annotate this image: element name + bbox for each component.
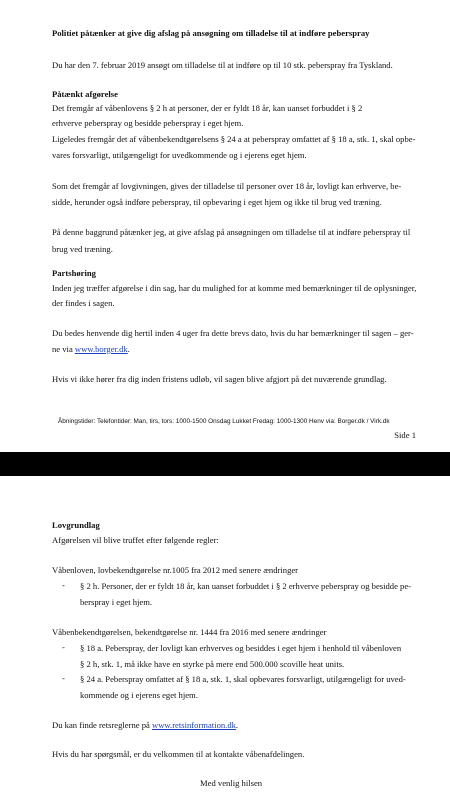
contact-paragraph: Hvis du har spørgsmål, er du velkommen til at kontakte våbenafdelingen. [52, 749, 305, 759]
rules-suffix: . [235, 720, 239, 730]
legislation-line-1: Som det fremgår af lovgivningen, gives der tilladelse til personer over 18 år, lovligt kan erhverve, be- [52, 181, 402, 191]
decision-line-4: vares forsvarligt, utilgængeligt for uvedkommende og i ejerens eget hjem. [52, 150, 307, 160]
closing-greeting: Med venlig hilsen [200, 778, 263, 788]
decision-line-3: Ligeledes fremgår det af våbenbekendtgørelsens § 24 a at peberspray omfattet af § 18 a, stk. 1, skal opbe- [52, 134, 416, 144]
law2-bullet2-line2: kommende og i ejerens eget hjem. [80, 690, 198, 700]
law2-bullet1-line2: § 2 h, stk. 1, må ikke have en styrke på mere end 500.000 scoville heat units. [80, 659, 345, 669]
bullet-marker: - [62, 673, 65, 683]
deadline-line-2 [52, 342, 418, 358]
page-number: Side 1 [394, 430, 416, 440]
deadline-line-1: Du bedes henvende dig hertil inden 4 uger fra dette brevs dato, hvis du har bemærkninger til sagen – ger- [52, 328, 414, 338]
rules-prefix: Du kan finde retsreglerne på [52, 720, 152, 730]
retsinformation-link[interactable]: www.retsinformation.dk [151, 720, 236, 730]
law2-bullet2-line1: § 24 a. Peberspray omfattet af § 18 a, stk. 1, skal opbevares forsvarligt, utilgængeligt for uved- [80, 674, 406, 684]
borger-link[interactable]: www.borger.dk [74, 344, 128, 354]
letter-page-2 [0, 476, 450, 800]
bullet-marker: - [62, 642, 65, 652]
heading-hearing: Partshøring [52, 268, 96, 278]
deadline-prefix: ne via [52, 344, 75, 354]
law2-bullet1-line1: § 18 a. Peberspray, der lovligt kan erhverves og besiddes i eget hjem i henhold til våbenloven [80, 643, 402, 653]
refusal-line-1: På denne baggrund påtænker jeg, at give afslag på ansøgningen om tilladelse til at indføre peberspray til [52, 227, 411, 237]
decision-line-1: Det fremgår af våbenlovens § 2 h at personer, der er fyldt 18 år, kan uanset forbuddet i § 2 [52, 103, 363, 113]
refusal-line-2: brug ved træning. [52, 244, 113, 254]
heading-legal-basis: Lovgrundlag [52, 520, 100, 530]
hearing-line-1: Inden jeg træffer afgørelse i din sag, har du mulighed for at komme med bemærkninger til de oplysninger, [52, 283, 417, 293]
heading-decision: Påtænkt afgørelse [52, 89, 118, 99]
intro-paragraph: Du har den 7. februar 2019 ansøgt om tilladelse til at indføre op til 10 stk. peberspray fra Tyskland. [52, 60, 393, 70]
hearing-line-2: der findes i sagen. [52, 298, 115, 308]
opening-hours-footer: Åbningstider: Telefontider: Man, tirs, tors: 1000-1500 Onsdag Lukket Fredag: 1000-1300 Henv via: Borger.dk / Virk.dk [58, 418, 390, 425]
law2-title: Våbenbekendtgørelsen, bekendtgørelse nr. 1444 fra 2016 med senere ændringer [52, 627, 327, 637]
bullet-marker: - [62, 580, 65, 590]
legislation-line-2: sidde, herunder også indføre peberspray, til opbevaring i eget hjem og ikke til brug ved træning. [52, 197, 382, 207]
rules-location-line [52, 718, 418, 734]
law1-bullet1-line1: § 2 h. Personer, der er fyldt 18 år, kan uanset forbuddet i § 2 erhverve peberspray og besidde pe- [80, 581, 412, 591]
no-reply-paragraph: Hvis vi ikke hører fra dig inden fristens udløb, vil sagen blive afgjort på det nuværende grundlag. [52, 374, 387, 384]
decision-line-2: erhverve peberspray og besidde peberspray i eget hjem. [52, 118, 244, 128]
deadline-suffix: . [127, 344, 130, 354]
letter-title: Politiet påtænker at give dig afslag på ansøgning om tilladelse til at indføre peberspray [52, 28, 370, 38]
law1-title: Våbenloven, lovbekendtgørelse nr.1005 fra 2012 med senere ændringer [52, 565, 299, 575]
law1-bullet1-line2: berspray i eget hjem. [80, 597, 153, 607]
rules-intro: Afgørelsen vil blive truffet efter følgende regler: [52, 535, 219, 545]
